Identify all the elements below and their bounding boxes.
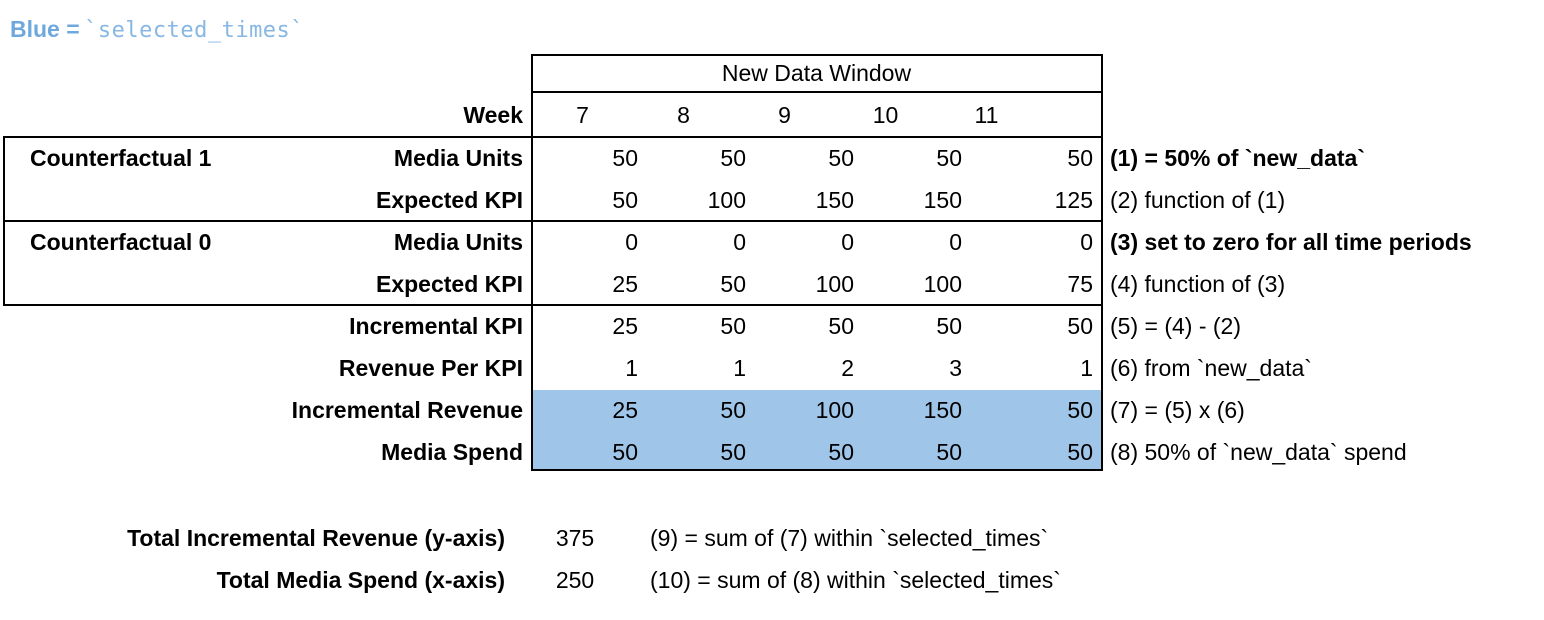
table-cell: 100 [923,271,962,297]
total-note-10: (10) = sum of (8) within `selected_times` [650,567,1061,593]
row-label-media-units-cf1: Media Units [393,145,523,171]
table-cell: 50 [1067,439,1093,465]
week-cell: 10 [872,102,899,128]
legend-blue-label: Blue = [10,16,80,42]
legend-selected-times-code: `selected_times` [84,18,305,43]
total-media-spend-value: 250 [555,567,595,593]
row-values-expected-kpi-cf0 [532,263,1101,305]
table-cell: 1 [625,355,638,381]
row-note-6: (6) from `new_data` [1110,355,1312,381]
row-note-5: (5) = (4) - (2) [1110,313,1241,339]
table-cell: 50 [612,145,638,171]
table-cell: 75 [1067,271,1093,297]
table-cell: 0 [949,229,962,255]
table-cell: 50 [1067,145,1093,171]
row-values-media-units-cf1 [532,137,1101,179]
table-cell: 50 [828,145,854,171]
week-label: Week [463,102,523,128]
table-cell: 0 [1080,229,1093,255]
table-cell: 0 [733,229,746,255]
row-note-7: (7) = (5) x (6) [1110,397,1245,423]
table-cell: 0 [625,229,638,255]
week-cell: 8 [677,102,690,128]
table-cell: 50 [828,439,854,465]
row-values-incremental-kpi [532,305,1101,347]
table-cell: 50 [936,439,962,465]
table-cell: 100 [815,271,854,297]
table-cell: 150 [815,187,854,213]
week-cell: 11 [974,102,999,128]
row-note-8: (8) 50% of `new_data` spend [1110,439,1407,465]
total-note-9: (9) = sum of (7) within `selected_times` [650,525,1049,551]
new-data-window-header: New Data Window [721,60,912,86]
week-cell: 7 [576,102,589,128]
border-data-right [1101,54,1103,471]
row-label-expected-kpi-cf1: Expected KPI [376,187,523,213]
table-cell: 50 [612,439,638,465]
table-cell: 50 [936,145,962,171]
group-label-counterfactual-0: Counterfactual 0 [30,229,212,255]
table-cell: 1 [1080,355,1093,381]
table-cell: 50 [720,271,746,297]
table-cell: 100 [707,187,746,213]
table-cell: 50 [828,313,854,339]
row-label-incremental-kpi: Incremental KPI [349,313,523,339]
row-values-expected-kpi-cf1 [532,179,1101,221]
group-label-counterfactual-1: Counterfactual 1 [30,145,212,171]
table-cell: 150 [923,187,962,213]
table-cell: 50 [720,313,746,339]
table-cell: 25 [612,397,638,423]
row-note-2: (2) function of (1) [1110,187,1286,213]
table-cell: 1 [733,355,746,381]
week-cell: 9 [778,102,791,128]
table-cell: 3 [949,355,962,381]
row-note-3: (3) set to zero for all time periods [1110,229,1472,255]
table-cell: 50 [612,187,638,213]
row-label-incremental-revenue: Incremental Revenue [291,397,523,423]
row-values-revenue-per-kpi [532,347,1101,389]
table-cell: 125 [1054,187,1093,213]
table-cell: 50 [1067,397,1093,423]
table-cell: 50 [1067,313,1093,339]
table-cell: 50 [720,397,746,423]
table-cell: 25 [612,313,638,339]
row-note-4: (4) function of (3) [1110,271,1286,297]
table-cell: 50 [720,145,746,171]
row-label-media-units-cf0: Media Units [393,229,523,255]
table-cell: 2 [841,355,854,381]
row-label-expected-kpi-cf0: Expected KPI [376,271,523,297]
total-incremental-revenue-label: Total Incremental Revenue (y-axis) [127,525,505,551]
table-cell: 50 [936,313,962,339]
week-row [532,93,1037,137]
table-cell: 100 [815,397,854,423]
table-cell: 150 [923,397,962,423]
row-values-media-spend [532,431,1101,473]
total-media-spend-label: Total Media Spend (x-axis) [216,567,505,593]
total-incremental-revenue-value: 375 [555,525,595,551]
table-cell: 0 [841,229,854,255]
table-cell: 50 [720,439,746,465]
legend [10,16,304,43]
row-values-incremental-revenue [532,389,1101,431]
row-label-media-spend: Media Spend [381,439,523,465]
row-values-media-units-cf0 [532,221,1101,263]
table-cell: 25 [612,271,638,297]
row-note-1: (1) = 50% of `new_data` [1110,145,1365,171]
row-label-revenue-per-kpi: Revenue Per KPI [338,355,523,381]
